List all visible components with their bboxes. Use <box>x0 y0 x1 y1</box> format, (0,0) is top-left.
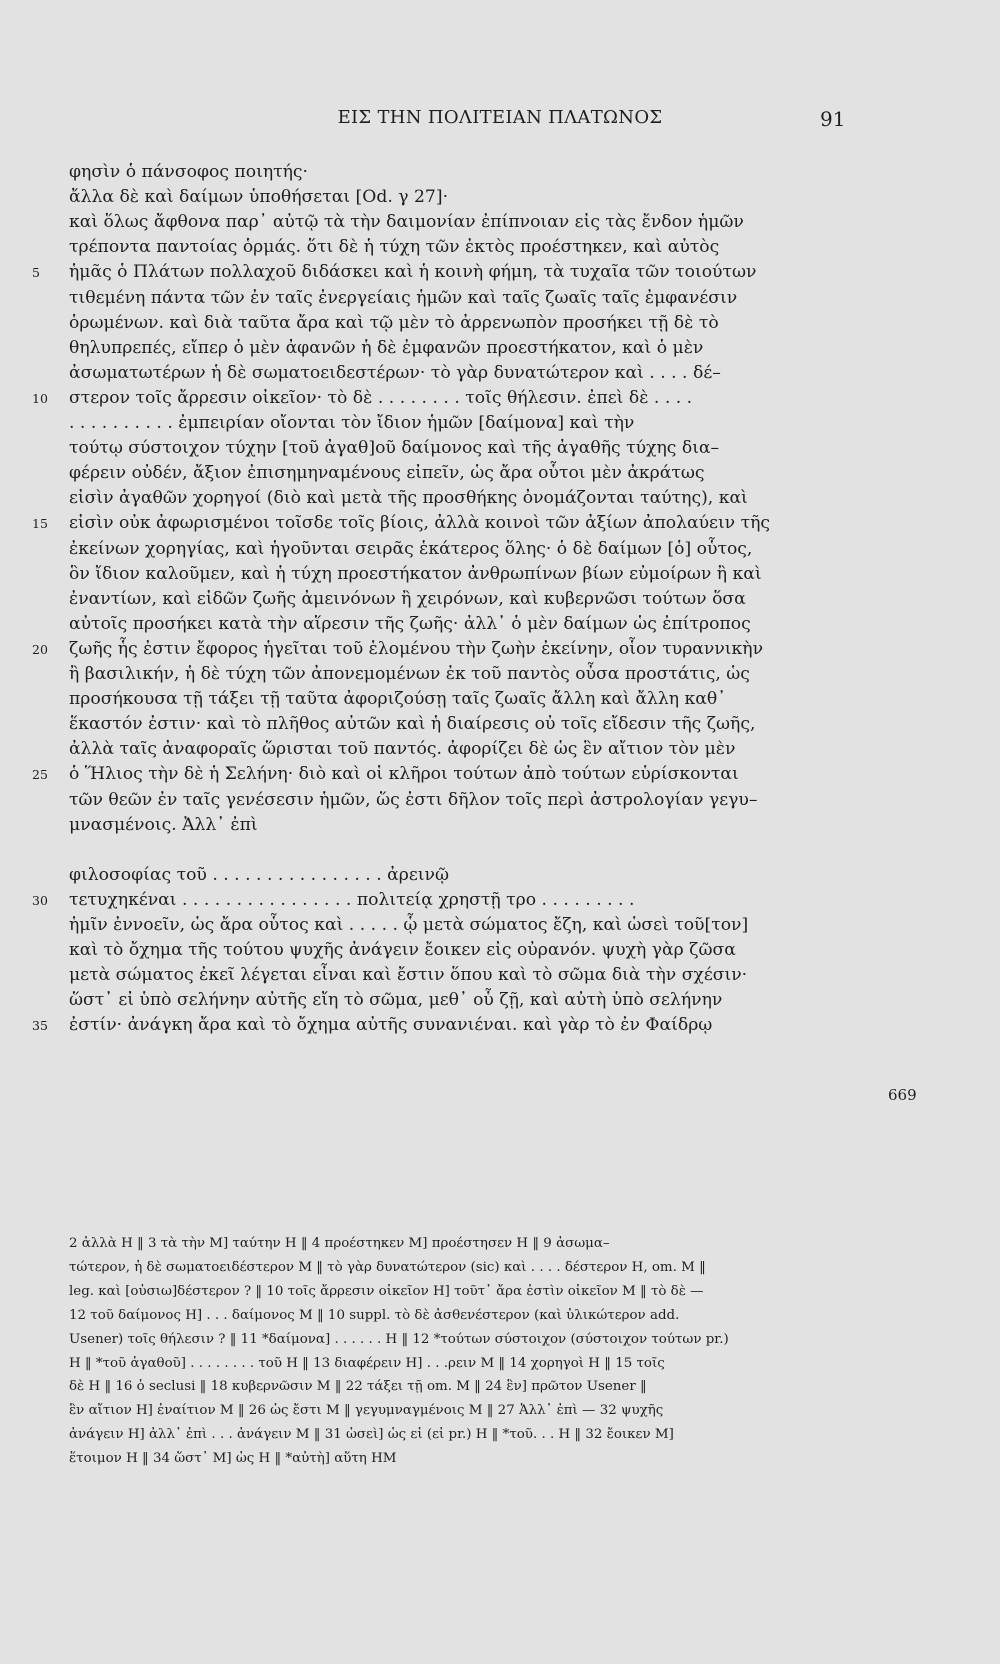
text-line <box>69 938 879 963</box>
text-line-content: προσήκουσα τῇ τάξει τῇ ταῦτα ἀφοριζούσῃ ταῖς ζωαῖς ἄλλη καὶ ἄλλη καθ᾿ <box>69 689 726 710</box>
text-line <box>69 737 879 762</box>
footnote-line <box>69 1447 879 1471</box>
footnote-line-content: τώτερον, ἡ δὲ σωματοειδέστερον M ‖ τὸ γὰρ δυνατώτερον (sic) καὶ . . . . δέστερον H, om. M ‖ <box>69 1259 706 1275</box>
line-number: 20 <box>32 641 48 657</box>
text-line-content: ἐναντίων, καὶ εἰδῶν ζωῆς ἀμεινόνων ἢ χειρόνων, καὶ κυβερνῶσι τούτων ὅσα <box>69 588 746 609</box>
line-number: 30 <box>32 892 48 908</box>
text-line-content: αὐτοῖς προσήκει κατὰ τὴν αἵρεσιν τῆς ζωῆς· ἀλλ᾿ ὁ μὲν δαίμων ὡς ἐπίτροπος <box>69 613 751 634</box>
text-line-content: ἄλλα δὲ καὶ δαίμων ὑποθήσεται [Od. γ 27]· <box>69 187 449 208</box>
text-line-content: ἕκαστόν ἐστιν· καὶ τὸ πλῆθος αὐτῶν καὶ ἡ διαίρεσις οὐ τοῖς εἴδεσιν τῆς ζωῆς, <box>69 714 756 735</box>
text-line <box>69 662 879 687</box>
text-line <box>69 687 879 712</box>
text-line <box>69 562 879 587</box>
text-line-content: τούτῳ σύστοιχον τύχην [τοῦ ἀγαθ]οῦ δαίμονος καὶ τῆς ἀγαθῆς τύχης δια– <box>69 438 720 459</box>
text-line-content: ἀλλὰ ταῖς ἀναφοραῖς ὥρισται τοῦ παντός. ἀφορίζει δὲ ὡς ἓν αἴτιον τὸν μὲν <box>69 739 736 760</box>
text-line-content: ἐκείνων χορηγίας, καὶ ἡγοῦνται σειρᾶς ἑκάτερος ὅλης· ὁ δὲ δαίμων [ὁ] οὗτος, <box>69 538 753 559</box>
text-line-content: ζωῆς ἧς ἐστιν ἔφορος ἡγεῖται τοῦ ἑλομένου τὴν ζωὴν ἐκείνην, οἷον τυραννικὴν <box>69 638 764 659</box>
text-line <box>69 260 879 285</box>
running-head: ΕΙΣ ΤΗΝ ΠΟΛΙΤΕΙΑΝ ΠΛΑΤΩΝΟΣ <box>337 107 663 128</box>
text-line-content: ἡμῖν ἐννοεῖν, ὡς ἄρα οὗτος καὶ . . . . . ᾧ μετὰ σώματος ἔζη, καὶ ὡσεὶ τοῦ[τον] <box>69 915 749 935</box>
text-line <box>69 1013 879 1038</box>
footnote-line-content: 2 ἀλλὰ H ‖ 3 τὰ τὴν M] ταύτην H ‖ 4 προέστηκεν M] προέστησεν H ‖ 9 ἀσωμα– <box>69 1236 610 1251</box>
footnote-line <box>69 1328 879 1352</box>
footnote-line-content: 12 τοῦ δαίμονος H] . . . δαίμονος M ‖ 10 suppl. τὸ δὲ ἀσθενέστερον (καὶ ὑλικώτερον add. <box>69 1307 680 1323</box>
text-line <box>69 963 879 988</box>
text-line-content: ἐστίν· ἀνάγκη ἄρα καὶ τὸ ὄχημα αὐτῆς συνανιέναι. καὶ γὰρ τὸ ἐν Φαίδρῳ <box>69 1015 713 1036</box>
footnote-line <box>69 1232 879 1256</box>
text-line <box>69 386 879 411</box>
footnote-line <box>69 1280 879 1304</box>
text-line <box>69 160 879 185</box>
text-line <box>69 988 879 1013</box>
text-line-content: φησὶν ὁ πάνσοφος ποιητής· <box>69 162 309 182</box>
text-line <box>69 888 879 913</box>
text-line-content: καὶ ὅλως ἄφθονα παρ᾿ αὐτῷ τὰ τὴν δαιμονίαν ἐπίπνοιαν εἰς τὰς ἔνδον ἡμῶν <box>69 212 744 233</box>
line-number: 5 <box>32 265 40 281</box>
text-line-content: ὥστ᾿ εἰ ὑπὸ σελήνην αὐτῆς εἴη τὸ σῶμα, μεθ᾿ οὗ ζῇ, καὶ αὐτὴ ὑπὸ σελήνην <box>69 990 723 1011</box>
footnote-line-content: leg. καὶ [οὐσιω]δέστερον ? ‖ 10 τοῖς ἄρρεσιν οἰκεῖον H] τοῦτ᾿ ἄρα ἐστὶν οἰκεῖον M ‖ τὸ δὲ — <box>69 1283 704 1299</box>
text-line-content: ἢ βασιλικήν, ἡ δὲ τύχη τῶν ἀπονεμομένων ἐκ τοῦ παντὸς οὖσα προστάτις, ὡς <box>69 664 750 684</box>
text-line <box>69 762 879 787</box>
line-number: 25 <box>32 767 48 783</box>
footnote-line-content: ἕτοιμον H ‖ 34 ὥστ᾿ M] ὡς H ‖ *αὐτὴ] αὕτη HM <box>69 1451 397 1467</box>
text-line <box>69 863 879 888</box>
footnote-line-content: δὲ H ‖ 16 ὁ seclusi ‖ 18 κυβερνῶσιν M ‖ 22 τάξει τῇ om. M ‖ 24 ἓν] πρῶτον Usener ‖ <box>69 1379 647 1395</box>
text-line-content: ὁρωμένων. καὶ διὰ ταῦτα ἄρα καὶ τῷ μὲν τὸ ἀρρενωπὸν προσήκει τῇ δὲ τὸ <box>69 312 719 333</box>
text-line <box>69 637 879 662</box>
text-line <box>69 486 879 511</box>
text-line-content: τετυχηκέναι . . . . . . . . . . . . . . . . πολιτείᾳ χρηστῇ τρο . . . . . . . . . <box>69 889 635 910</box>
text-line <box>69 311 879 336</box>
text-line <box>69 838 879 863</box>
text-line-content: καὶ τὸ ὄχημα τῆς τούτου ψυχῆς ἀνάγειν ἔοικεν εἰς οὐρανόν. ψυχὴ γὰρ ζῶσα <box>69 940 736 961</box>
text-line <box>69 511 879 536</box>
text-line <box>69 461 879 486</box>
text-line-content: ἡμᾶς ὁ Πλάτων πολλαχοῦ διδάσκει καὶ ἡ κοινὴ φήμη, τὰ τυχαῖα τῶν τοιούτων <box>69 262 757 283</box>
footnote-line <box>69 1304 879 1328</box>
page-number: 91 <box>820 107 846 131</box>
text-line-content: ἀσωματωτέρων ἡ δὲ σωματοειδεστέρων· τὸ γὰρ δυνατώτερον καὶ . . . . δέ– <box>69 362 721 383</box>
footnote-line <box>69 1423 879 1447</box>
text-line-content: εἰσὶν ἀγαθῶν χορηγοί (διὸ καὶ μετὰ τῆς προσθήκης ὀνομάζονται ταύτης), καὶ <box>69 488 748 509</box>
footnote-line-content: H ‖ *τοῦ ἀγαθοῦ] . . . . . . . . τοῦ H ‖ 13 διαφέρειν H] . . .ρειν M ‖ 14 χορηγοὶ H ‖ 15 τοῖς <box>69 1355 665 1371</box>
text-line <box>69 537 879 562</box>
footnote-line <box>69 1352 879 1376</box>
text-line <box>69 436 879 461</box>
text-line-content: μετὰ σώματος ἐκεῖ λέγεται εἶναι καὶ ἔστιν ὅπου καὶ τὸ σῶμα διὰ τὴν σχέσιν· <box>69 965 748 986</box>
text-line-content: φέρειν οὐδέν, ἄξιον ἐπισημηναμένους εἰπεῖν, ὡς ἄρα οὗτοι μὲν ἀκράτως <box>69 463 705 484</box>
text-line <box>69 286 879 311</box>
line-number: 35 <box>32 1018 48 1034</box>
text-line-content: ὁ Ἥλιος τὴν δὲ ἡ Σελήνη· διὸ καὶ οἱ κλῆροι τούτων ἀπὸ τούτων εὑρίσκονται <box>69 764 739 785</box>
footnote-line <box>69 1256 879 1280</box>
footnote-line <box>69 1375 879 1399</box>
text-line <box>69 612 879 637</box>
footnote-line-content: Usener) τοῖς θήλεσιν ? ‖ 11 *δαίμονα] . . . . . . H ‖ 12 *τούτων σύστοιχον (σύστοιχον τούτων pr.) <box>69 1331 729 1347</box>
text-line-content: . . . . . . . . . . ἐμπειρίαν οἴονται τὸν ἴδιον ἡμῶν [δαίμονα] καὶ τὴν <box>69 413 635 433</box>
text-line <box>69 813 879 838</box>
text-line-content: ὃν ἴδιον καλοῦμεν, καὶ ἡ τύχη προεστήκατον ἀνθρωπίνων βίων εὐμοίρων ἢ καὶ <box>69 563 762 584</box>
text-line <box>69 361 879 386</box>
text-line <box>69 587 879 612</box>
line-number: 10 <box>32 390 48 406</box>
text-line <box>69 235 879 260</box>
text-line-content: θηλυπρεπές, εἴπερ ὁ μὲν ἀφανῶν ἡ δὲ ἐμφανῶν προεστήκατον, καὶ ὁ μὲν <box>69 337 704 358</box>
text-line-content: μνασμένοις. Ἀλλ᾿ ἐπὶ <box>69 814 258 835</box>
text-line-content: εἰσὶν οὐκ ἀφωρισμένοι τοῖσδε τοῖς βίοις, ἀλλὰ κοινοὶ τῶν ἀξίων ἀπολαύειν τῆς <box>69 513 771 534</box>
margin-page-reference: 669 <box>888 1086 917 1104</box>
text-line <box>69 336 879 361</box>
text-line <box>69 411 879 436</box>
text-line <box>69 210 879 235</box>
text-line-content: τῶν θεῶν ἐν ταῖς γενέσεσιν ἡμῶν, ὥς ἐστι δῆλον τοῖς περὶ ἀστρολογίαν γεγυ– <box>69 789 758 810</box>
text-line-content: τρέποντα παντοίας ὁρμάς. ὅτι δὲ ἡ τύχη τῶν ἐκτὸς προέστηκεν, καὶ αὐτὸς <box>69 237 720 258</box>
text-line-content: φιλοσοφίας τοῦ . . . . . . . . . . . . . . . . ἀρεινῷ <box>69 864 449 885</box>
text-line <box>69 185 879 210</box>
text-line-content: τιθεμένη πάντα τῶν ἐν ταῖς ἐνεργείαις ἡμῶν καὶ ταῖς ζωαῖς ταῖς ἐμφανέσιν <box>69 287 738 308</box>
text-line <box>69 712 879 737</box>
footnote-line-content: ἓν αἴτιον H] ἐναίτιον M ‖ 26 ὡς ἔστι M ‖ γεγυμναγμένοις M ‖ 27 Ἀλλ᾿ ἐπὶ — 32 ψυχῆς <box>69 1403 664 1419</box>
text-line <box>69 913 879 938</box>
text-line <box>69 788 879 813</box>
line-number: 15 <box>32 516 48 532</box>
footnote-line-content: ἀνάγειν H] ἀλλ᾿ ἐπὶ . . . ἀνάγειν M ‖ 31 ὡσεὶ] ὡς εἰ (εἰ pr.) H ‖ *τοῦ. . . H ‖ 32 ἔοικεν M] <box>69 1427 674 1443</box>
text-line-content: στερον τοῖς ἄρρεσιν οἰκεῖον· τὸ δὲ . . . . . . . . τοῖς θήλεσιν. ἐπεὶ δὲ . . . . <box>69 387 693 408</box>
footnote-line <box>69 1399 879 1423</box>
